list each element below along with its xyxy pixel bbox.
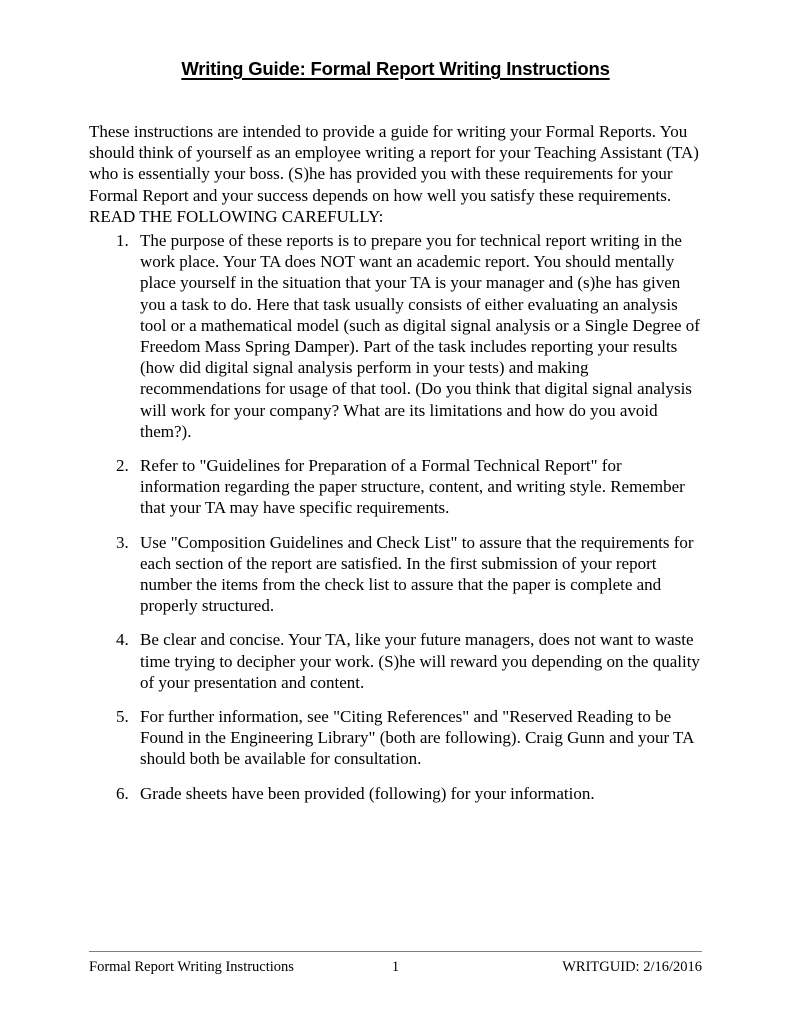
list-item-marker: 6. (116, 783, 129, 803)
list-item-text: Grade sheets have been provided (following) for your information. (140, 783, 595, 803)
instructions-list (89, 230, 702, 804)
list-item-marker: 3. (116, 532, 129, 552)
footer-row (89, 957, 702, 977)
intro-paragraph: These instructions are intended to provide a guide for writing your Formal Reports. You should think of yourself as an employee writing a report for your Teaching Assistant (TA) who is essentially your boss. (S)he has provided you with these requirements for your Formal Report and your success depends on how well you satisfy these requirements. READ THE FOLLOWING CAREFULLY: (89, 122, 699, 226)
list-item-marker: 2. (116, 456, 129, 476)
page-footer (89, 951, 702, 977)
list-item-marker: 5. (116, 707, 129, 727)
page-title (89, 57, 702, 80)
page-title-text: Writing Guide: Formal Report Writing Instructions (181, 58, 610, 79)
list-item-text: Refer to "Guidelines for Preparation of a Formal Technical Report" for information regarding the paper structure, content, and writing style. Remember that your TA may have specific requirements. (140, 456, 685, 518)
list-item (89, 455, 702, 519)
list-item-text: Be clear and concise. Your TA, like your future managers, does not want to waste time trying to decipher your work. (S)he will reward you depending on the quality of your presentation and content. (140, 630, 700, 692)
list-item-marker: 1. (116, 231, 129, 250)
footer-divider (89, 951, 702, 952)
list-item (89, 629, 702, 693)
list-item-text: For further information, see "Citing References" and "Reserved Reading to be Found in the Engineering Library" (both are following). Craig Gunn and your TA should both be available for consultation. (140, 707, 694, 769)
list-item (89, 783, 702, 804)
footer-revision-date: WRITGUID: 2/16/2016 (562, 959, 702, 975)
list-item (89, 230, 702, 442)
footer-document-name: Formal Report Writing Instructions (89, 959, 294, 975)
list-item-text: The purpose of these reports is to prepare you for technical report writing in the work place. Your TA does NOT want an academic report. You should mentally place yourself in the situation that your TA is your manager and (s)he has given you a task to do. Here that task usually consists of either evaluating an analysis tool or a mathematical model (such as digital signal analysis or a Single Degree of Freedom Mass Spring Damper). Part of the task includes reporting your results (how did digital signal analysis perform in your tests) and making recommendations for usage of that tool. (Do you think that digital signal analysis will work for your company? What are its limitations and how do you avoid them?). (140, 231, 700, 441)
list-item-marker: 4. (116, 630, 129, 650)
document-body (89, 57, 702, 803)
footer-page-number: 1 (391, 959, 400, 975)
list-item-text: Use "Composition Guidelines and Check List" to assure that the requirements for each section of the report are satisfied. In the first submission of your report number the items from the check list to assure that the paper is complete and properly structured. (140, 532, 694, 616)
list-item (89, 706, 702, 770)
list-item (89, 532, 702, 617)
